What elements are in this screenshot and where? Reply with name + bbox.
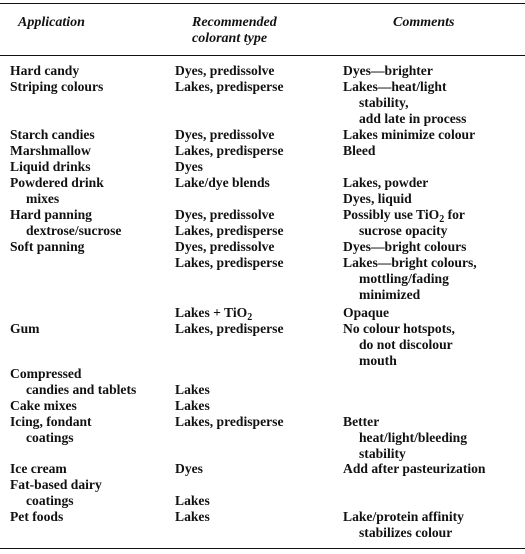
cell-comment: stability	[359, 446, 406, 461]
cell-application: Icing, fondant	[10, 414, 92, 429]
header-comments: Comments	[393, 15, 455, 30]
cell-application: candies and tablets	[26, 382, 137, 397]
cell-colorant-type: Lakes	[175, 382, 210, 397]
header-application: Application	[18, 15, 85, 30]
cell-comment: Better	[343, 414, 380, 429]
cell-colorant-type: Dyes	[175, 159, 203, 174]
header-rule	[0, 55, 525, 56]
top-rule	[0, 3, 525, 4]
cell-application: Fat-based dairy	[10, 477, 102, 492]
cell-colorant-type: Dyes, predissolve	[175, 63, 275, 78]
cell-colorant-type: Lakes, predisperse	[175, 414, 284, 429]
cell-application: Hard panning	[10, 207, 92, 222]
cell-colorant-type: Dyes, predissolve	[175, 239, 275, 254]
cell-colorant-type: Lakes, predisperse	[175, 143, 284, 158]
cell-comment: Add after pasteurization	[343, 461, 486, 476]
cell-comment: add late in process	[359, 111, 467, 126]
cell-comment: Lakes minimize colour	[343, 127, 476, 142]
cell-comment: Opaque	[343, 305, 390, 320]
cell-comment: Dyes—brighter	[343, 63, 433, 78]
cell-comment-tio2: Possibly use TiO$_2$ for	[343, 207, 465, 225]
cell-comment: Lakes—heat/light	[343, 79, 447, 94]
cell-comment: Lakes, powder	[343, 175, 429, 190]
cell-colorant-type: Lakes	[175, 509, 210, 524]
cell-comment: Dyes—bright colours	[343, 239, 467, 254]
cell-comment: mouth	[359, 353, 397, 368]
cell-comment: heat/light/bleeding	[359, 430, 468, 445]
cell-comment: mottling/fading	[359, 271, 449, 286]
bottom-rule	[0, 548, 525, 549]
cell-application: dextrose/sucrose	[26, 223, 122, 238]
cell-colorant-type: Lakes	[175, 398, 210, 413]
header-recommended-line1: Recommended	[192, 15, 277, 30]
cell-colorant-type: Lakes, predisperse	[175, 321, 284, 336]
cell-colorant-type: Lakes, predisperse	[175, 223, 284, 238]
cell-application: Starch candies	[10, 127, 95, 142]
cell-application: coatings	[26, 493, 74, 508]
cell-colorant-type: Lake/dye blends	[175, 175, 270, 190]
cell-application: Cake mixes	[10, 398, 77, 413]
cell-comment: minimized	[359, 287, 421, 302]
cell-application: coatings	[26, 430, 74, 445]
cell-comment: stabilizes colour	[359, 525, 453, 540]
cell-application: Hard candy	[10, 63, 80, 78]
cell-colorant-type: Lakes, predisperse	[175, 255, 284, 270]
cell-application: Striping colours	[10, 79, 104, 94]
cell-application: Liquid drinks	[10, 159, 91, 174]
header-recommended-line2: colorant type	[192, 31, 268, 46]
cell-colorant-type: Lakes	[175, 493, 210, 508]
cell-comment: Lake/protein affinity	[343, 509, 464, 524]
cell-application: Powdered drink	[10, 175, 104, 190]
cell-application: mixes	[26, 191, 60, 206]
cell-comment: Dyes, liquid	[343, 191, 412, 206]
cell-application: Ice cream	[10, 461, 67, 476]
cell-colorant-type: Lakes, predisperse	[175, 79, 284, 94]
cell-application: Gum	[10, 321, 40, 336]
cell-application: Marshmallow	[10, 143, 91, 158]
cell-colorant-type: Dyes	[175, 461, 203, 476]
cell-comment: No colour hotspots,	[343, 321, 455, 336]
cell-comment: sucrose opacity	[359, 223, 448, 238]
cell-colorant-type-tio2: Lakes + TiO$_2$	[175, 305, 253, 323]
cell-application: Compressed	[10, 366, 82, 381]
cell-comment: Lakes—bright colours,	[343, 255, 477, 270]
cell-colorant-type: Dyes, predissolve	[175, 127, 275, 142]
cell-comment: do not discolour	[359, 337, 453, 352]
cell-application: Soft panning	[10, 239, 85, 254]
cell-comment: stability,	[359, 95, 409, 110]
cell-comment: Bleed	[343, 143, 376, 158]
cell-colorant-type: Dyes, predissolve	[175, 207, 275, 222]
cell-application: Pet foods	[10, 509, 64, 524]
